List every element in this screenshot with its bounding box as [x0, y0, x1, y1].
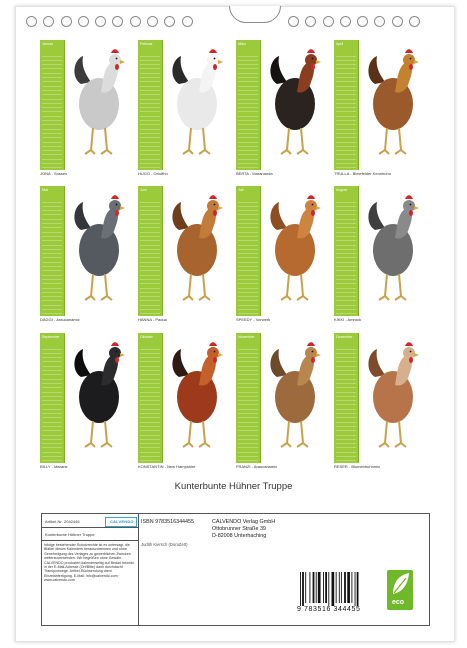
- month-notes-strip: [236, 40, 261, 170]
- note-lines: [140, 198, 160, 314]
- divider: [42, 527, 138, 528]
- chicken-caption: KIKKI - Amrock: [334, 317, 362, 322]
- binding-ring: [357, 16, 368, 27]
- month-notes-strip: [40, 333, 65, 463]
- month-label: Oktober: [140, 335, 153, 339]
- month-label: August: [336, 188, 348, 192]
- chicken-caption: TRULLA - Bielefelder Kennhuhn: [334, 171, 391, 176]
- chicken-caption: JONA - Sussex: [40, 171, 68, 176]
- barcode: [299, 572, 381, 606]
- binding-ring: [130, 16, 141, 27]
- binding-ring: [78, 16, 89, 27]
- month-cell: [138, 186, 235, 334]
- binding-rings-left: [26, 16, 193, 30]
- note-lines: [238, 345, 258, 461]
- binding-ring: [374, 16, 385, 27]
- legal-text: Infolge bestehender Schutzrechte ist es untersagt, die Blätter dieses Kalenders herauszutrennen und ohne Genehmigung des Verlages zu gewerblichen Zwecken weiterzuverwenden. Wir begrüßen ohne Gewähr. CALVENDO produziert kalenderseitig auf Bedarf bewirkt in der E-Mail-Adresse (Ort/Bitte) dank durchdacht Transportwege. Artikel-Rücksendung dient Einzelanfertigung. E-Mail: info@calvendo.com · www.calvendo.com: [44, 543, 134, 583]
- month-cell: [236, 333, 333, 481]
- month-cell: [236, 186, 333, 334]
- binding-ring: [340, 16, 351, 27]
- note-lines: [238, 52, 258, 168]
- binding-ring: [95, 16, 106, 27]
- hanger-hook: [229, 6, 281, 23]
- divider: [138, 514, 139, 625]
- binding-ring: [112, 16, 123, 27]
- chicken-caption: DAGGI - Araucanamix: [40, 317, 80, 322]
- chicken-photo: [361, 188, 429, 312]
- month-label: Juni: [140, 188, 147, 192]
- chicken-caption: FRANZI - Araucanamix: [236, 464, 278, 469]
- note-lines: [42, 345, 62, 461]
- binding-ring: [43, 16, 54, 27]
- month-label: Januar: [42, 42, 53, 46]
- month-cell: [40, 40, 137, 188]
- month-cell: [40, 333, 137, 481]
- month-notes-strip: [138, 333, 163, 463]
- isbn: ISBN 9783516344455: [141, 519, 195, 525]
- month-cell: [138, 40, 235, 188]
- note-lines: [336, 52, 356, 168]
- publisher-address: [212, 519, 275, 540]
- calvendo-logo-text: CALVENDO: [110, 519, 134, 524]
- note-lines: [336, 198, 356, 314]
- chicken-caption: HUGO - Orloffhn: [138, 171, 168, 176]
- month-cell: [138, 333, 235, 481]
- chicken-photo: [263, 188, 331, 312]
- binding-ring: [323, 16, 334, 27]
- calvendo-logo: [105, 517, 137, 527]
- note-lines: [42, 198, 62, 314]
- binding-ring: [392, 16, 403, 27]
- month-label: Februar: [140, 42, 153, 46]
- chicken-photo: [361, 42, 429, 166]
- chicken-caption: KONSTANTIN - New Hampshire: [138, 464, 196, 469]
- chicken-caption: RESER - Blumenhuhnmix: [334, 464, 381, 469]
- leaf-icon: [387, 570, 413, 598]
- chicken-photo: [165, 42, 233, 166]
- month-label: Juli: [238, 188, 244, 192]
- chicken-caption: HANNA - Padua: [138, 317, 167, 322]
- binding-ring: [147, 16, 158, 27]
- eco-badge: [387, 570, 413, 610]
- short-title: Kunterbunte Hühner Truppe: [45, 532, 95, 537]
- eco-label: eco: [392, 599, 405, 606]
- chicken-photo: [263, 42, 331, 166]
- month-cell: [334, 40, 431, 188]
- chicken-photo: [361, 335, 429, 459]
- binding-ring: [288, 16, 299, 27]
- month-notes-strip: [138, 186, 163, 316]
- month-label: September: [42, 335, 60, 339]
- note-lines: [336, 345, 356, 461]
- month-label: März: [238, 42, 246, 46]
- author: Judith Kiersch (DoraZett): [141, 542, 188, 547]
- article-label: Artikel-Nr.: [45, 519, 63, 524]
- month-label: Mai: [42, 188, 48, 192]
- month-cell: [334, 186, 431, 334]
- month-notes-strip: [334, 333, 359, 463]
- chicken-caption: SPEEDY - Vorwerk: [236, 317, 271, 322]
- month-notes-strip: [236, 186, 261, 316]
- binding-ring: [61, 16, 72, 27]
- note-lines: [140, 52, 160, 168]
- binding-ring: [409, 16, 420, 27]
- binding-ring: [182, 16, 193, 27]
- chicken-photo: [67, 42, 135, 166]
- chicken-caption: BERTA - Marananda: [236, 171, 273, 176]
- month-label: April: [336, 42, 344, 46]
- divider: [42, 540, 138, 541]
- month-notes-strip: [40, 40, 65, 170]
- chicken-photo: [165, 335, 233, 459]
- chicken-photo: [67, 188, 135, 312]
- month-cell: [40, 186, 137, 334]
- article-number: 2042446: [64, 519, 80, 524]
- chicken-photo: [67, 335, 135, 459]
- chicken-photo: [165, 188, 233, 312]
- month-label: Dezember: [336, 335, 353, 339]
- publisher-line: CALVENDO Verlag GmbH: [212, 519, 276, 525]
- publisher-line: Ottobrunner Straße 39: [212, 526, 266, 532]
- barcode-digits: 9 783516 344455: [297, 606, 361, 613]
- binding-ring: [305, 16, 316, 27]
- publisher-line: D-82008 Unterhaching: [212, 533, 267, 539]
- binding-rings-right: [288, 16, 420, 30]
- note-lines: [42, 52, 62, 168]
- month-notes-strip: [334, 40, 359, 170]
- month-cell: [236, 40, 333, 188]
- calendar-title: Kunterbunte Hühner Truppe: [174, 481, 293, 492]
- month-cell: [334, 333, 431, 481]
- month-notes-strip: [40, 186, 65, 316]
- binding-ring: [26, 16, 37, 27]
- info-panel: [41, 513, 430, 626]
- month-label: November: [238, 335, 255, 339]
- binding-ring: [164, 16, 175, 27]
- chicken-photo: [263, 335, 331, 459]
- month-notes-strip: [138, 40, 163, 170]
- month-notes-strip: [334, 186, 359, 316]
- chicken-caption: BILLY - Marans: [40, 464, 68, 469]
- note-lines: [140, 345, 160, 461]
- note-lines: [238, 198, 258, 314]
- month-notes-strip: [236, 333, 261, 463]
